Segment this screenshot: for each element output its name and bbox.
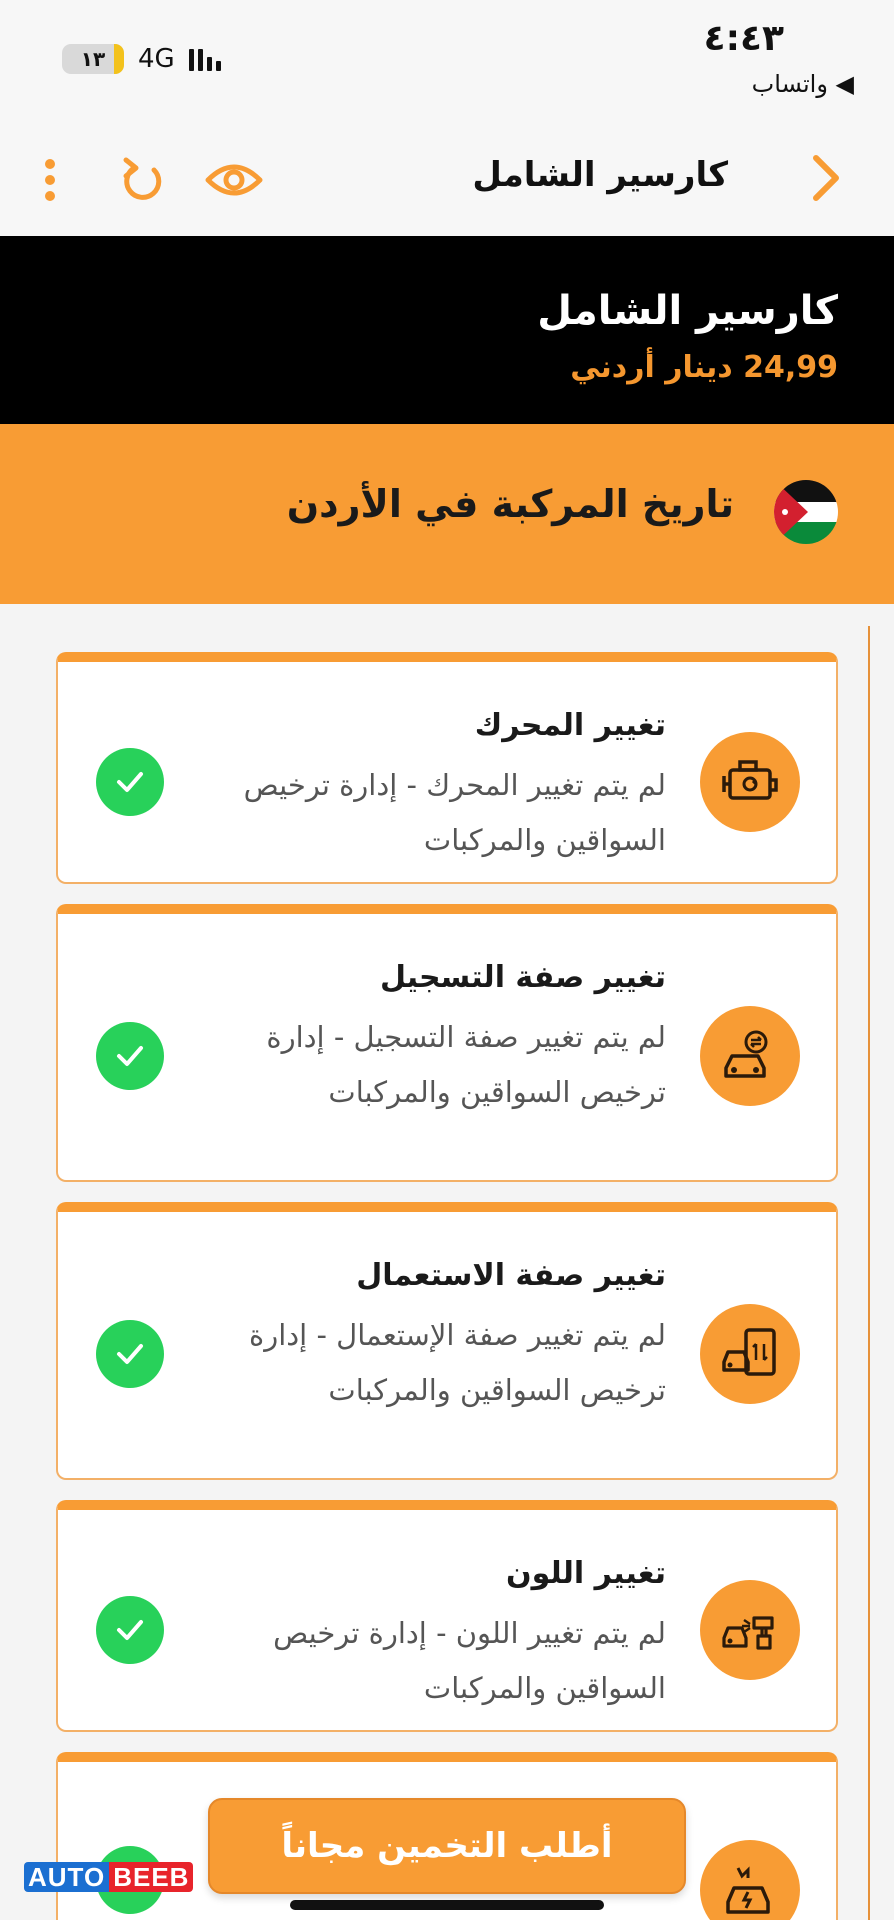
registration-change-icon [700, 1006, 800, 1106]
card-description: لم يتم تغيير المحرك - إدارة ترخيص السواقين والمركبات [243, 768, 666, 857]
usage-change-icon [700, 1304, 800, 1404]
card-title: تغيير المحرك [474, 708, 666, 743]
more-options-icon[interactable] [20, 150, 80, 210]
jordan-flag-icon [774, 480, 838, 544]
battery-icon [62, 44, 124, 74]
history-card-registration [56, 904, 838, 1182]
chevron-right-icon[interactable] [794, 148, 854, 208]
product-price: 24,99 دينار أردني [570, 350, 838, 385]
scroll-rail [868, 626, 870, 1920]
product-header [0, 236, 894, 424]
card-title: تغيير صفة التسجيل [380, 960, 666, 995]
nav-title: كارسير الشامل [472, 155, 728, 195]
status-indicators [62, 44, 221, 74]
card-title: تغيير اللون [505, 1556, 666, 1591]
check-icon [96, 1596, 164, 1664]
card-description: لم يتم تغيير صفة التسجيل - إدارة ترخيص السواقين والمركبات [266, 1020, 666, 1109]
section-banner [0, 424, 894, 604]
paint-spray-icon [700, 1580, 800, 1680]
card-description: لم يتم تغيير اللون - إدارة ترخيص السواقين والمركبات [273, 1616, 666, 1705]
card-description: لم يتم تغيير صفة الإستعمال - إدارة ترخيص السواقين والمركبات [249, 1318, 666, 1407]
status-bar [0, 0, 894, 130]
product-title: كارسير الشامل [537, 288, 838, 334]
back-to-app-link[interactable]: ◀ واتساب [751, 70, 854, 98]
car-damage-icon [700, 1840, 800, 1920]
clock: ٤:٤٣ [703, 18, 784, 59]
history-card-engine [56, 652, 838, 884]
check-icon [96, 1320, 164, 1388]
history-card-color [56, 1500, 838, 1732]
request-estimate-button[interactable]: أطلب التخمين مجاناً [208, 1798, 686, 1894]
signal-icon [189, 47, 221, 71]
network-type: 4G [138, 44, 175, 74]
home-indicator[interactable] [290, 1900, 604, 1910]
refresh-icon[interactable] [112, 150, 172, 210]
engine-icon [700, 732, 800, 832]
autobeeb-logo: AUTO BEEB [24, 1862, 193, 1892]
nav-bar [0, 130, 894, 236]
section-title: تاريخ المركبة في الأردن [286, 482, 734, 526]
battery-level: ١٣ [80, 47, 106, 71]
check-icon [96, 1022, 164, 1090]
card-title: تغيير صفة الاستعمال [356, 1258, 666, 1293]
check-icon [96, 748, 164, 816]
eye-icon[interactable] [204, 150, 264, 210]
history-card-usage [56, 1202, 838, 1480]
